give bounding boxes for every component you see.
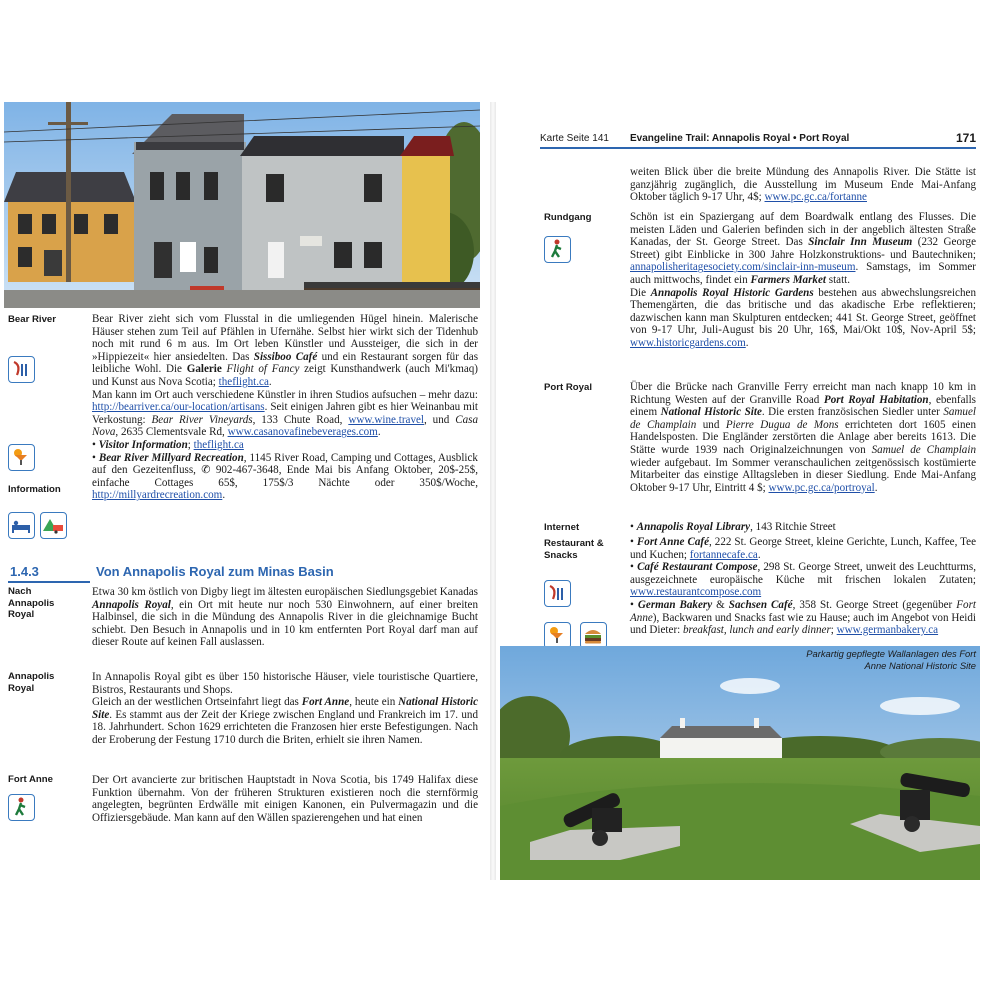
running-title: Evangeline Trail: Annapolis Royal • Port Royal: [630, 133, 850, 144]
burger-icon: [580, 622, 607, 649]
link-portroyal[interactable]: www.pc.gc.ca/portroyal: [768, 481, 875, 494]
casa-nova: Casa Nova: [92, 413, 479, 439]
annapolis-royal-paragraph: [92, 671, 478, 747]
link-artisans[interactable]: http://bearriver.ca/our-location/artisans: [92, 401, 265, 414]
fa-text: Der Ort avancierte zur britischen Hauptstadt in Nova Scotia, bis 1749 Halifax diese Funktion übernahm. Von der früheren Strukturen existieren noch die sternförmig angelegten, begrünten Erdwälle mit einigen Kanonen, ein Pulvermagazin und die Offiziersgebäude. Man kann auf den Wällen spazierengehen und hat einen: [92, 774, 478, 824]
section-heading: [8, 564, 480, 582]
millyard-recreation: Bear River Millyard Recreation: [98, 451, 244, 464]
nach-annapolis-royal-name: Annapolis Royal: [92, 598, 171, 611]
cocktail-icon: [544, 622, 571, 649]
fort-anne-continuation: [630, 166, 976, 204]
annapolis-royal-library: Annapolis Royal Library: [636, 521, 751, 533]
galerie: Galerie: [186, 363, 222, 376]
german-text-2: ), Backwaren und Snacks fast wie zu Hause; auch im Angebot von Heidi und Dieter:: [630, 611, 976, 637]
link-theflight-2[interactable]: theflight.ca: [193, 438, 244, 451]
wine-text-4: , 2635 Clementsvale Rd,: [115, 426, 228, 439]
pr-national-historic-site: National Historic Site: [660, 406, 762, 419]
margin-label-internet: Internet: [544, 522, 580, 533]
pr-text-1: Über die Brücke nach Granville Ferry erreicht man nach knapp 10 km in Richtung Westen auf der Granville Road: [630, 381, 976, 406]
margin-label-port-royal: Port Royal: [544, 382, 592, 393]
sissiboo-cafe: Sissiboo Café: [253, 350, 318, 363]
section-rule: [8, 581, 90, 583]
german-text-1: , 358 St. George Street (gegenüber: [792, 598, 957, 611]
pr-text-5: errichteten dort 1605 einen Handelsposten. Die Engländer zerstörten die Anlage aber bereits 1613. Die Stätte wurde 1939 nach Originalzeichnungen von: [630, 418, 977, 456]
bear-river-paragraph: Bear River zieht sich vom Flusstal in die umliegenden Hügel hinein. Malerische Häuser stehen zum Teil auf Pfählen in Ufernähe. Selbst hier wirkt sich der Tidenhub noch mit rund 6 m aus. Im Ort leben Künstler und Aussteiger, die sich in der »Hippiezeit« hier ansiedelten. Das Sissiboo Café und ein Restaurant sorgen für das leibliche Wohl. Die Galerie Flight of Fancy zeigt Kunsthandwerk (auch Mi'kmaq) und Kunst aus Nova Scotia; theflight.ca. Man kann im Ort auch verschiedene Künstler in ihren Studios aufsuchen – mehr dazu: http://bearriver.ca/our-location/artisans. Seit einigen Jahren gibt es hier Weinanbau mit Verkostung: Bear River Vineyards, 133 Chute Road, www.wine.travel, und Casa Nova, 2635 Clementsvale Rd, www.casanovafinebeverages.com. • Visitor Information; theflight.ca • Bear River Millyard Recreation, 1145 River Road, Camping und Cottages, Ausblick auf den Gezeitenfluss, ✆ 902-467-3648, Ende Mai bis Anfang Oktober, 20$-25$, einfache Cottages 65$, 175$/3 Nächte oder 350$/Woche, http://millyardrecreation.com.: [92, 313, 479, 502]
samuel-de-champlain: Samuel de Champlain: [630, 406, 976, 431]
german-menu: breakfast, lunch and early dinner: [683, 624, 831, 637]
left-page: [4, 102, 480, 880]
section-number: 1.4.3: [10, 564, 39, 579]
restaurant-list: • Fort Anne Café, 222 St. George Street, kleine Gerichte, Lunch, Kaffee, Tee und Kuchen; fortannecafe.ca. • Café Restaurant Compose, 298 St. George Street, unweit des Leuchtturms, ausgezeichnete europäische Küche mit frischen lokalen Zutaten; www.restaurantcompose.com • German Bakery & Sachsen Café, 358 St. George Street (gegenüber Fort Anne), Backwaren und Snacks fast wie zu Hause; auch im Angebot von Heidi und Dieter: breakfast, lunch and early dinner; www.germanbakery.ca: [630, 536, 976, 637]
cont-text: weiten Blick über die breite Mündung des Annapolis River. Die Stätte ist ganzjährig zugänglich, die Ausstellung im Museum Ende Mai-Anfang Oktober täglich 9-17 Uhr, 4$;: [630, 166, 976, 204]
ar-text: In Annapolis Royal gibt es über 150 historische Häuser, viele touristische Quartiere, Bistros, Restaurants und Shops.: [92, 671, 478, 696]
rundgang-paragraph: Schön ist ein Spaziergang auf dem Boardwalk entlang des Flusses. Die meisten Läden und Galerien befinden sich in der angeblich ältesten Straße Kanadas, der St. George Street. Das Sinclair Inn Museum (232 George Street) gibt Einblicke in 300 Jahre Holzkonstruktions- und Bautechniken; annapolisheritagesociety.com/sinclair-inn-museum. Samstags, im Sommer auch mittwochs, findet ein Farmers Market statt. Die Annapolis Royal Historic Gardens bestehen aus abwechslungsreichen Themengärten, die das britische und das akadische Erbe reflektieren; dazwischen kann man Skulpturen entdecken; 441 St. George Street, geöffnet von 9-17 Uhr, Juli-August bis 20 Uhr, 16$, Mai/Okt 10$, Nov-April 5$; www.historicgardens.com.: [630, 211, 976, 349]
rund-text-3: . Samstags, im Sommer auch mittwochs, findet ein: [630, 261, 976, 286]
port-royal-habitation: Port Royal Habitation: [823, 393, 929, 406]
wine-text-1: . Seit einigen Jahren gibt es hier Weinanbau mit Verkostung:: [92, 401, 478, 426]
ar-text-2a: Gleich an der westlichen Ortseinfahrt liegt das: [92, 696, 302, 709]
cocktail-icon: [8, 444, 35, 471]
artists-text: Man kann im Ort auch verschiedene Künstler in ihren Studios aufsuchen – mehr dazu:: [92, 388, 478, 401]
camping-icon: [40, 512, 67, 539]
sachsen-cafe: Sachsen Café: [728, 598, 793, 611]
visitor-information: Visitor Information: [98, 438, 188, 451]
ar-national-historic-site: National Historic Site: [92, 696, 479, 721]
fort-anne-photo: [500, 646, 980, 880]
rund-text-4: statt.: [825, 273, 851, 286]
pr-text-6: wieder aufgebaut. Im Sommer veranschaulichen zeitgenössisch kostümierte Mitarbeiter das einstige Alltagsleben in dieser Siedlung. Ende Mai-Anfang Oktober 9-17 Uhr, Eintritt 4 $;: [630, 456, 976, 494]
rund-text-1: Schön ist ein Spaziergang auf dem Boardwalk entlang des Flusses. Die meisten Läden und Galerien befinden sich in der angeblich ältesten Straße Kanadas, der St. George Street. Das: [630, 211, 976, 249]
fort-anne-cafe-text: , 222 St. George Street, kleine Gerichte, Lunch, Kaffee, Tee und Kuchen;: [630, 536, 976, 561]
german-and: &: [712, 598, 729, 611]
margin-label-information: Information: [8, 484, 61, 495]
german-bakery: German Bakery: [637, 598, 713, 611]
margin-label-bear-river: Bear River: [8, 314, 56, 325]
bear-river-text-1: Bear River zieht sich vom Flusstal in die umliegenden Hügel hinein. Malerische Häuser stehen zum Teil auf Pfählen in Ufernähe. Selbst hier wirkt sich der Tidenhub noch mit rund 6 m aus. Im Ort leben Künstler und Aussteiger, die sich in der »Hippiezeit« hier ansiedelten. Das: [92, 313, 478, 363]
gardens-text-1: Die: [630, 286, 651, 299]
bear-river-street-photo: [4, 102, 480, 308]
internet-item: • Annapolis Royal Library, 143 Ritchie Street: [630, 521, 836, 533]
rund-text-2: (232 George Street) gibt Einblicke in 300 Jahre Holzkonstruktions- und Bautechniken;: [630, 236, 976, 261]
link-fortannecafe[interactable]: fortannecafe.ca: [689, 548, 758, 561]
page-number: 171: [955, 131, 976, 145]
samuel-de-champlain-2: Samuel de Champlain: [871, 443, 976, 456]
pr-text-3: . Die ersten französischen Siedler unter: [761, 406, 944, 419]
gardens-text-2: bestehen aus abwechslungsreichen Themengärten, die das britische und das akadische Erbe reflektieren; dazwischen kann man Skulpturen entdecken; 441 St. George Street, geöffnet von 9-17 Uhr, Juli-August bis 20 Uhr, 16$, Mai/Okt 10$, Nov-April 5$;: [630, 286, 976, 337]
port-royal-paragraph: Über die Brücke nach Granville Ferry erreicht man nach knapp 10 km in Richtung Westen auf der Granville Road Port Royal Habitation, ebenfalls einem National Historic Site. Die ersten französischen Siedler unter Samuel de Champlain und Pierre Dugua de Mons errichteten dort 1605 einen Handelsposten. Die Engländer zerstörten die Anlage aber bereits 1613. Die Stätte wurde 1939 nach Originalzeichnungen von Samuel de Champlain wieder aufgebaut. Im Sommer veranschaulichen zeitgenössisch kostümierte Mitarbeiter das einstige Alltagsleben in dieser Siedlung. Ende Mai-Anfang Oktober 9-17 Uhr, Eintritt 4 $; www.pc.gc.ca/portroyal.: [630, 381, 977, 494]
flight-of-fancy: Flight of Fancy: [226, 363, 300, 376]
margin-label-annapolis-royal: Annapolis Royal: [8, 671, 55, 694]
nach-text-1: Etwa 30 km östlich von Digby liegt im ältesten europäischen Siedlungsgebiet Kanadas: [92, 586, 478, 598]
walking-icon: [8, 794, 35, 821]
german-text-3: ;: [830, 624, 837, 637]
restaurant-icon: [8, 356, 35, 383]
pierre-dugua-de-mons: Pierre Dugua de Mons: [725, 418, 839, 431]
link-theflight[interactable]: theflight.ca: [218, 375, 269, 388]
hotel-bed-icon: [8, 512, 35, 539]
margin-label-fort-anne: Fort Anne: [8, 774, 53, 785]
link-wine-travel[interactable]: www.wine.travel: [348, 413, 424, 426]
map-page-reference: Karte Seite 141: [540, 133, 609, 144]
section-title: Von Annapolis Royal zum Minas Basin: [96, 564, 334, 579]
photo-caption: Parkartig gepflegte Wallanlagen des Fort Anne National Historic Site: [806, 648, 976, 671]
historic-gardens: Annapolis Royal Historic Gardens: [650, 286, 814, 299]
german-fort-anne: Fort Anne: [630, 598, 976, 624]
library-text: , 143 Ritchie Street: [750, 521, 836, 533]
link-sinclair[interactable]: annapolisheritagesociety.com/sinclair-inn-museum: [630, 261, 856, 274]
ar-fort-anne: Fort Anne: [301, 696, 350, 709]
nach-text-2: , ein Ort mit heute nur noch 530 Einwohnern, auf einer breiten Halbinsel, die sich in die Mündung des Annapolis River in die gleichnamige Bucht schiebt. Den Besuch in Annapolis und in 10 km entfernten Port Royal darf man auf dieser Route auf keinen Fall auslassen.: [92, 598, 478, 649]
restaurant-icon: [544, 580, 571, 607]
right-page: [500, 102, 980, 880]
link-compose[interactable]: www.restaurantcompose.com: [630, 586, 762, 599]
margin-label-nach-annapolis: Nach Annapolis Royal: [8, 586, 55, 620]
compose-text: , 298 St. George Street, unweit des Leuchtturms, ausgezeichnete europäische Küche mit frischen lokalen Zutaten;: [630, 561, 976, 586]
millyard-text: , 1145 River Road, Camping und Cottages, Ausblick auf den Gezeitenfluss, ✆ 902-467-3648, Ende Mai bis Anfang Oktober, 20$-25$, einfache Cottages 65$, 175$/3 Nächte oder 350$/Woche,: [92, 451, 478, 489]
header-rule: [540, 147, 976, 149]
link-germanbakery[interactable]: www.germanbakery.ca: [836, 624, 939, 637]
farmers-market: Farmers Market: [750, 273, 826, 286]
ar-text-2b: , heute ein: [349, 696, 399, 709]
link-gardens[interactable]: www.historicgardens.com: [630, 336, 746, 349]
margin-label-rundgang: Rundgang: [544, 212, 592, 223]
book-gutter: [490, 102, 496, 880]
link-casanova[interactable]: www.casanovafinebeverages.com: [227, 426, 378, 439]
walking-icon: [544, 236, 571, 263]
ar-text-2c: . Es stammt aus der Zeit der Kriege zwischen England und Frankreich im 17. und 18. Jahrhundert. Schon 1629 errichteten die Franzosen hier erste Befestigungen. Nach der Eroberung der Festung 1710 durch die Briten, erhielt sie ihren Namen.: [92, 708, 478, 746]
nach-annapolis-paragraph: [92, 586, 478, 649]
bear-river-text-3: zeigt Kunsthandwerk (auch Mi'kmaq) und Kunst aus Nova Scotia;: [92, 363, 478, 388]
pr-text-2: , ebenfalls einem: [630, 393, 976, 419]
wine-text-3: , und: [424, 413, 456, 426]
pr-text-4: und: [696, 418, 726, 431]
link-millyard[interactable]: http://millyardrecreation.com: [92, 489, 223, 502]
fort-anne-paragraph: [92, 774, 478, 824]
bear-river-vineyards: Bear River Vineyards: [151, 413, 253, 426]
link-fortanne[interactable]: www.pc.gc.ca/fortanne: [764, 191, 867, 204]
bear-river-text-2: und ein Restaurant sorgen für das leibliche Wohl. Die: [92, 350, 479, 376]
running-header: [540, 131, 976, 147]
margin-label-restaurant: Restaurant & Snacks: [544, 538, 604, 561]
fort-anne-cafe: Fort Anne Café: [636, 536, 710, 548]
wine-text-2: , 133 Chute Road,: [252, 413, 349, 426]
sinclair-inn-museum: Sinclair Inn Museum: [808, 236, 913, 249]
cafe-restaurant-compose: Café Restaurant Compose: [637, 561, 758, 574]
